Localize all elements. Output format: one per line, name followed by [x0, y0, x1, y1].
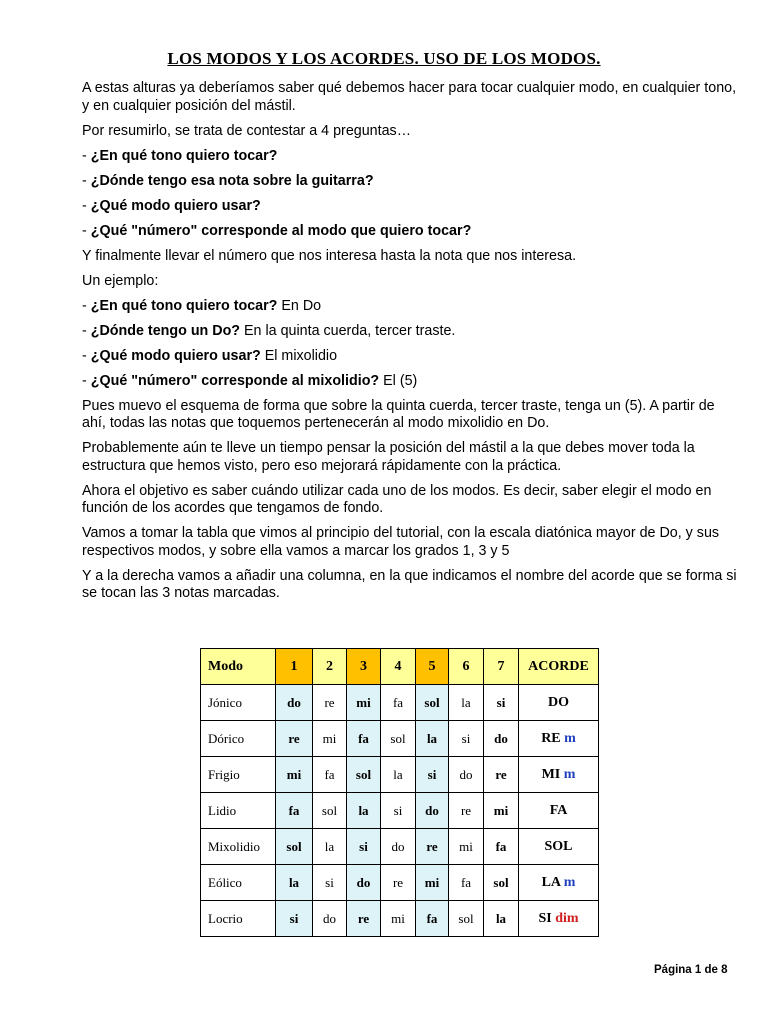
marked-note-cell: do — [416, 793, 449, 829]
question-item — [82, 223, 742, 241]
note-cell: re — [381, 865, 416, 901]
chord-root: DO — [548, 694, 569, 710]
note-cell: sol — [313, 793, 347, 829]
marked-note-cell: mi — [276, 757, 313, 793]
list-dash: - — [82, 222, 87, 239]
note-cell: re — [449, 793, 484, 829]
note-cell: la — [484, 901, 519, 937]
chord-root: SOL — [544, 838, 573, 854]
marked-note-cell: fa — [347, 721, 381, 757]
note-cell: fa — [313, 757, 347, 793]
note-cell: mi — [381, 901, 416, 937]
marked-note-cell: mi — [416, 865, 449, 901]
marked-note-cell: re — [347, 901, 381, 937]
table-row — [201, 721, 599, 757]
example-intro: Un ejemplo: — [82, 272, 159, 289]
table-row — [201, 757, 599, 793]
mode-name-cell: Eólico — [201, 865, 276, 901]
question-text: ¿Qué modo quiero usar? — [90, 197, 261, 214]
marked-note-cell: do — [347, 865, 381, 901]
marked-note-cell: re — [276, 721, 313, 757]
list-dash: - — [82, 172, 87, 189]
mode-name-cell: Dórico — [201, 721, 276, 757]
list-dash: - — [82, 347, 87, 364]
table-header-row — [201, 649, 599, 685]
note-cell: la — [313, 829, 347, 865]
list-dash: - — [82, 197, 87, 214]
example-question: ¿Qué modo quiero usar? — [90, 347, 261, 364]
chord-root: MI — [541, 766, 564, 782]
table-row — [201, 793, 599, 829]
final-paragraph: Y finalmente llevar el número que nos interesa hasta la nota que nos interesa. — [82, 247, 577, 264]
note-cell: la — [449, 685, 484, 721]
example-answer: El mixolidio — [260, 347, 338, 364]
note-cell: si — [313, 865, 347, 901]
example-question: ¿Qué "número" corresponde al mixolidio? — [90, 372, 380, 389]
note-cell: la — [381, 757, 416, 793]
table-row — [201, 865, 599, 901]
marked-note-cell: sol — [276, 829, 313, 865]
column-header-modo: Modo — [201, 649, 276, 685]
question-text: ¿En qué tono quiero tocar? — [90, 147, 278, 164]
question-text: ¿Qué "número" corresponde al modo que quiero tocar? — [90, 222, 472, 239]
page-number: Página 1 de 8 — [654, 964, 728, 976]
example-answer: En la quinta cuerda, tercer traste. — [240, 322, 456, 339]
example-item — [82, 348, 742, 366]
table-row — [201, 901, 599, 937]
document-body — [82, 80, 742, 610]
chord-quality: dim — [555, 910, 579, 926]
table-body — [201, 685, 599, 937]
intro-paragraph: Por resumirlo, se trata de contestar a 4 preguntas… — [82, 122, 411, 139]
chord-root: RE — [541, 730, 565, 746]
note-cell: fa — [381, 685, 416, 721]
column-header-degree: 5 — [416, 649, 449, 685]
marked-note-cell: la — [347, 793, 381, 829]
note-cell: do — [484, 721, 519, 757]
chord-cell — [519, 901, 599, 937]
chord-cell — [519, 757, 599, 793]
note-cell: sol — [484, 865, 519, 901]
chord-quality: m — [563, 766, 576, 782]
example-item — [82, 298, 742, 316]
example-item — [82, 323, 742, 341]
note-cell: re — [313, 685, 347, 721]
marked-note-cell: re — [416, 829, 449, 865]
table-row — [201, 685, 599, 721]
body-paragraph: Pues muevo el esquema de forma que sobre la quinta cuerda, tercer traste, tenga un (5). A partir de ahí, todas las notas que toquemos pertenecerán al modo mixolidio en Do. — [82, 397, 715, 431]
chord-cell — [519, 865, 599, 901]
example-item — [82, 373, 742, 391]
mode-name-cell: Locrio — [201, 901, 276, 937]
marked-note-cell: si — [276, 901, 313, 937]
mode-name-cell: Lidio — [201, 793, 276, 829]
chord-root: LA — [541, 874, 564, 890]
note-cell: re — [484, 757, 519, 793]
note-cell: fa — [484, 829, 519, 865]
note-cell: do — [313, 901, 347, 937]
question-item — [82, 173, 742, 191]
intro-paragraph: A estas alturas ya deberíamos saber qué debemos hacer para tocar cualquier modo, en cualquier tono, y en cualquier posición del mástil. — [82, 80, 737, 114]
mode-name-cell: Jónico — [201, 685, 276, 721]
note-cell: sol — [381, 721, 416, 757]
marked-note-cell: do — [276, 685, 313, 721]
note-cell: mi — [449, 829, 484, 865]
marked-note-cell: la — [416, 721, 449, 757]
list-dash: - — [82, 147, 87, 164]
column-header-degree: 3 — [347, 649, 381, 685]
note-cell: mi — [313, 721, 347, 757]
marked-note-cell: mi — [347, 685, 381, 721]
list-dash: - — [82, 322, 87, 339]
note-cell: si — [381, 793, 416, 829]
mode-name-cell: Frigio — [201, 757, 276, 793]
chord-cell — [519, 721, 599, 757]
note-cell: fa — [449, 865, 484, 901]
marked-note-cell: la — [276, 865, 313, 901]
column-header-degree: 7 — [484, 649, 519, 685]
note-cell: si — [484, 685, 519, 721]
chord-quality: m — [564, 730, 576, 746]
chord-cell — [519, 685, 599, 721]
note-cell: do — [449, 757, 484, 793]
question-item — [82, 148, 742, 166]
marked-note-cell: fa — [416, 901, 449, 937]
example-answer: En Do — [277, 297, 322, 314]
marked-note-cell: si — [347, 829, 381, 865]
note-cell: sol — [449, 901, 484, 937]
example-question: ¿En qué tono quiero tocar? — [90, 297, 278, 314]
marked-note-cell: sol — [416, 685, 449, 721]
modes-table — [200, 648, 599, 937]
example-question: ¿Dónde tengo un Do? — [90, 322, 241, 339]
mode-name-cell: Mixolidio — [201, 829, 276, 865]
chord-cell — [519, 829, 599, 865]
column-header-acorde: ACORDE — [519, 649, 599, 685]
question-text: ¿Dónde tengo esa nota sobre la guitarra? — [90, 172, 374, 189]
chord-quality: m — [563, 874, 576, 890]
body-paragraph: Vamos a tomar la tabla que vimos al principio del tutorial, con la escala diatónica mayor de Do, y sus respectivos modos, y sobre ella vamos a marcar los grados 1, 3 y 5 — [82, 525, 720, 559]
column-header-degree: 6 — [449, 649, 484, 685]
marked-note-cell: fa — [276, 793, 313, 829]
chord-root: SI — [538, 910, 556, 926]
page-title: LOS MODOS Y LOS ACORDES. USO DE LOS MODOS. — [167, 49, 601, 68]
list-dash: - — [82, 372, 87, 389]
note-cell: mi — [484, 793, 519, 829]
body-paragraph: Y a la derecha vamos a añadir una columna, en la que indicamos el nombre del acorde que se forma si se tocan las 3 notas marcadas. — [82, 567, 737, 601]
note-cell: si — [449, 721, 484, 757]
column-header-degree: 4 — [381, 649, 416, 685]
list-dash: - — [82, 297, 87, 314]
body-paragraph: Ahora el objetivo es saber cuándo utilizar cada uno de los modos. Es decir, saber elegir el modo en función de los acordes que tengamos de fondo. — [82, 482, 712, 516]
marked-note-cell: sol — [347, 757, 381, 793]
note-cell: do — [381, 829, 416, 865]
example-answer: El (5) — [379, 372, 418, 389]
chord-cell — [519, 793, 599, 829]
column-header-degree: 1 — [276, 649, 313, 685]
body-paragraph: Probablemente aún te lleve un tiempo pensar la posición del mástil a la que debes mover toda la estructura que hemos visto, pero eso mejorará rápidamente con la práctica. — [82, 440, 695, 474]
column-header-degree: 2 — [313, 649, 347, 685]
table-row — [201, 829, 599, 865]
chord-root: FA — [549, 802, 568, 818]
question-item — [82, 198, 742, 216]
marked-note-cell: si — [416, 757, 449, 793]
